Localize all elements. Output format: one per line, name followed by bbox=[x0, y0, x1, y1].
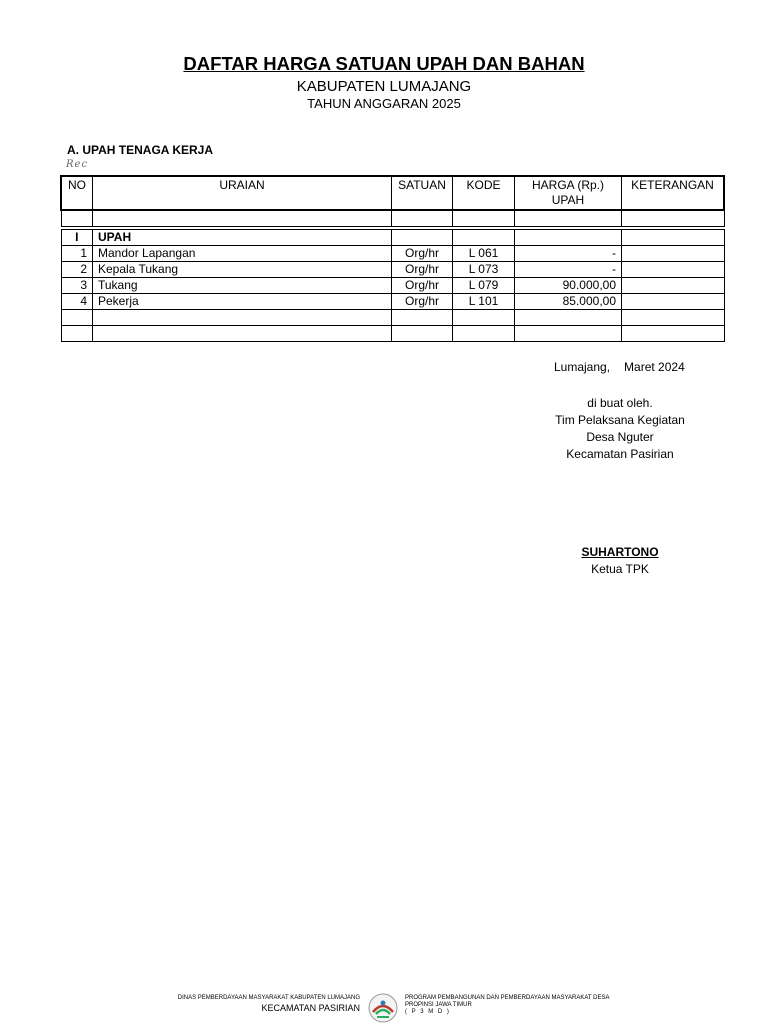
row-harga: - bbox=[515, 246, 622, 262]
footer-left bbox=[178, 995, 360, 1013]
group-no: I bbox=[61, 230, 93, 246]
wage-table bbox=[60, 175, 725, 342]
row-kode: L 101 bbox=[453, 294, 515, 310]
row-kode: L 079 bbox=[453, 278, 515, 294]
footer-province: PROPINSI JAWA TIMUR bbox=[405, 1002, 472, 1008]
row-satuan: Org/hr bbox=[392, 278, 453, 294]
row-no: 4 bbox=[61, 294, 93, 310]
row-harga: 90.000,00 bbox=[515, 278, 622, 294]
signature-district: Kecamatan Pasirian bbox=[566, 447, 674, 461]
signature-block bbox=[520, 395, 720, 463]
row-keterangan bbox=[622, 294, 725, 310]
row-no: 2 bbox=[61, 262, 93, 278]
table-row bbox=[61, 278, 724, 294]
table-row bbox=[61, 262, 724, 278]
header-kode: KODE bbox=[453, 176, 515, 210]
row-satuan: Org/hr bbox=[392, 246, 453, 262]
row-keterangan bbox=[622, 246, 725, 262]
footer-agency: DINAS PEMBERDAYAAN MASYARAKAT KABUPATEN LUMAJANG bbox=[177, 995, 360, 1001]
header-uraian: URAIAN bbox=[93, 176, 392, 210]
footer-program: PROGRAM PEMBANGUNAN DAN PEMBERDAYAAN MASYARAKAT DESA bbox=[405, 995, 610, 1001]
group-label: UPAH bbox=[93, 230, 392, 246]
footer bbox=[0, 992, 768, 1024]
document-title: DAFTAR HARGA SATUAN UPAH DAN BAHAN bbox=[183, 53, 585, 74]
footer-district: KECAMATAN PASIRIAN bbox=[261, 1003, 360, 1013]
header-keterangan: KETERANGAN bbox=[622, 176, 725, 210]
row-harga: - bbox=[515, 262, 622, 278]
row-satuan: Org/hr bbox=[392, 262, 453, 278]
table-header-row bbox=[61, 176, 724, 210]
signature-made-by: di buat oleh. bbox=[587, 396, 653, 410]
document-subtitle: KABUPATEN LUMAJANG bbox=[296, 78, 472, 95]
header-harga bbox=[515, 176, 622, 210]
signatory-role: Ketua TPK bbox=[591, 562, 649, 576]
row-kode: L 073 bbox=[453, 262, 515, 278]
footer-acronym: ( P 3 M D ) bbox=[405, 1009, 451, 1015]
header-no: NO bbox=[61, 176, 93, 210]
footer-right bbox=[405, 995, 609, 1016]
row-kode: L 061 bbox=[453, 246, 515, 262]
section-title: A. UPAH TENAGA KERJA bbox=[67, 143, 214, 157]
signatory-name: SUHARTONO bbox=[581, 545, 659, 559]
row-keterangan bbox=[622, 262, 725, 278]
table-row-blank bbox=[61, 310, 724, 326]
signature-village: Desa Nguter bbox=[586, 430, 654, 444]
row-no: 1 bbox=[61, 246, 93, 262]
document-year: TAHUN ANGGARAN 2025 bbox=[307, 96, 461, 111]
table-group-row bbox=[61, 230, 724, 246]
signature-place: Lumajang, bbox=[554, 360, 611, 374]
row-uraian: Mandor Lapangan bbox=[93, 246, 392, 262]
header-harga-line1: HARGA (Rp.) bbox=[531, 178, 604, 192]
header-harga-line2: UPAH bbox=[551, 193, 585, 207]
table-row-blank bbox=[61, 326, 724, 342]
table-row-blank bbox=[61, 210, 724, 227]
row-keterangan bbox=[622, 278, 725, 294]
table-row bbox=[61, 294, 724, 310]
row-uraian: Tukang bbox=[93, 278, 392, 294]
signature-place-date bbox=[554, 360, 685, 374]
p3md-logo-icon bbox=[367, 992, 399, 1024]
signature-date: Maret 2024 bbox=[624, 360, 685, 374]
signature-team: Tim Pelaksana Kegiatan bbox=[555, 413, 685, 427]
row-no: 3 bbox=[61, 278, 93, 294]
row-uraian: Pekerja bbox=[93, 294, 392, 310]
row-harga: 85.000,00 bbox=[515, 294, 622, 310]
handwritten-note: Rec bbox=[66, 159, 89, 170]
table-row bbox=[61, 246, 724, 262]
header-satuan: SATUAN bbox=[392, 176, 453, 210]
row-uraian: Kepala Tukang bbox=[93, 262, 392, 278]
row-satuan: Org/hr bbox=[392, 294, 453, 310]
